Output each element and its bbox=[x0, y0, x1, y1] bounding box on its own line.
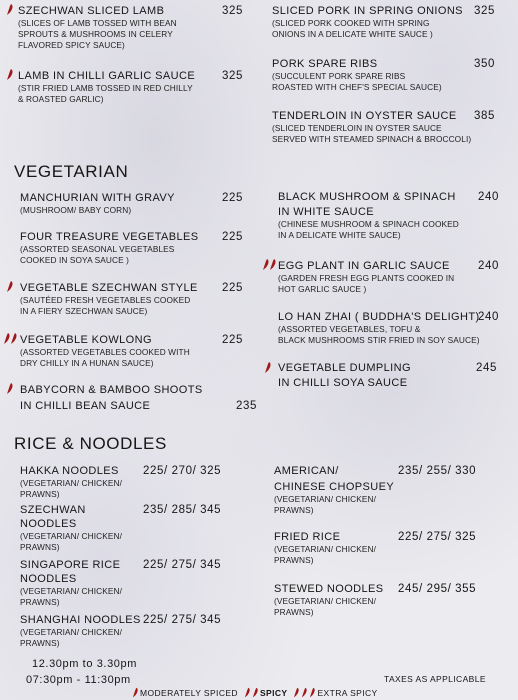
menu-item bbox=[18, 4, 243, 51]
item-desc: (SLICED PORK COOKED WITH SPRING bbox=[272, 18, 430, 28]
item-desc: & ROASTED GARLIC) bbox=[18, 94, 104, 104]
item-price: 225/ 275/ 345 bbox=[143, 559, 222, 571]
menu-item bbox=[278, 361, 478, 390]
item-name: TENDERLOIN IN OYSTER SAUCE bbox=[272, 110, 457, 122]
legend-extra-label: EXTRA SPICY bbox=[317, 687, 378, 698]
menu-item bbox=[20, 503, 150, 553]
item-name: PORK SPARE RIBS bbox=[272, 58, 378, 70]
item-desc: HOT GARLIC SAUCE ) bbox=[278, 284, 367, 294]
item-name: SZECHWAN SLICED LAMB bbox=[18, 5, 165, 17]
item-desc: (VEGETARIAN/ CHICKEN/ PRAWNS) bbox=[20, 586, 122, 607]
menu-item bbox=[278, 259, 478, 295]
item-price: 235/ 255/ 330 bbox=[398, 465, 477, 477]
item-desc: (VEGETARIAN/ CHICKEN/ PRAWNS) bbox=[20, 531, 122, 552]
item-name: SHANGHAI NOODLES bbox=[20, 614, 141, 626]
item-name: SLICED PORK IN SPRING ONIONS bbox=[272, 5, 463, 17]
chili-icon bbox=[6, 383, 14, 394]
item-desc: (VEGETARIAN/ CHICKEN/ PRAWNS) bbox=[20, 627, 122, 648]
legend-moderate-label: MODERATELY SPICED bbox=[140, 687, 238, 698]
chili-icon bbox=[10, 333, 18, 344]
item-price: 245/ 295/ 355 bbox=[398, 583, 477, 595]
item-desc: COOKED IN SOYA SAUCE ) bbox=[20, 255, 130, 265]
taxes-note: TAXES AS APPLICABLE bbox=[384, 674, 486, 684]
item-price: 325 bbox=[222, 5, 243, 17]
item-name: CHINESE CHOPSUEY bbox=[274, 481, 395, 493]
chili-icon bbox=[269, 259, 277, 270]
menu-item bbox=[20, 191, 235, 216]
item-price: 225/ 270/ 325 bbox=[143, 465, 222, 477]
chili-icon bbox=[244, 687, 251, 698]
item-price: 325 bbox=[222, 70, 243, 82]
item-desc: (GARDEN FRESH EGG PLANTS COOKED IN bbox=[278, 273, 455, 283]
chili-icon bbox=[309, 687, 316, 698]
item-name: NOODLES bbox=[20, 518, 77, 530]
section-heading-rice-noodles: RICE & NOODLES bbox=[14, 434, 167, 453]
chili-icon bbox=[6, 4, 14, 15]
item-desc: (SUCCULENT PORK SPARE RIBS bbox=[272, 71, 406, 81]
item-name: FOUR TREASURE VEGETABLES bbox=[20, 231, 199, 243]
item-price: 225/ 275/ 325 bbox=[398, 531, 477, 543]
item-name: VEGETABLE KOWLONG bbox=[20, 334, 152, 346]
chili-icon bbox=[6, 69, 14, 80]
item-price: 225/ 275/ 345 bbox=[143, 614, 222, 626]
item-name: BABYCORN & BAMBOO SHOOTS bbox=[20, 384, 203, 396]
item-desc: PRAWNS) bbox=[274, 505, 314, 515]
item-name: IN WHITE SAUCE bbox=[278, 206, 375, 218]
item-price: 240 bbox=[478, 260, 499, 272]
item-price: 235 bbox=[236, 400, 257, 412]
item-name: SZECHWAN bbox=[20, 504, 86, 516]
chili-icon bbox=[252, 687, 259, 698]
item-desc: IN A DELICATE WHITE SAUCE) bbox=[278, 230, 401, 240]
chili-icon bbox=[132, 687, 139, 698]
menu-item bbox=[20, 613, 160, 649]
item-desc: (SLICED TENDERLOIN IN OYSTER SAUCE bbox=[272, 123, 442, 133]
item-desc: (VEGETARIAN/ CHICKEN/ PRAWNS) bbox=[20, 478, 122, 499]
item-price: 325 bbox=[474, 5, 495, 17]
item-price: 245 bbox=[476, 362, 497, 374]
menu-item bbox=[20, 333, 235, 369]
item-name: STEWED NOODLES bbox=[274, 583, 384, 595]
item-price: 385 bbox=[474, 110, 495, 122]
item-desc: (MUSHROOM/ BABY CORN) bbox=[20, 205, 132, 215]
menu-item bbox=[20, 281, 235, 317]
item-desc: (VEGETARIAN/ CHICKEN/ bbox=[274, 494, 376, 504]
chili-icon bbox=[301, 687, 308, 698]
item-desc: (VEGETARIAN/ CHICKEN/ bbox=[274, 596, 376, 606]
menu-item bbox=[274, 582, 394, 618]
chili-icon bbox=[264, 362, 272, 373]
menu-item bbox=[20, 464, 150, 500]
item-desc: BLACK MUSHROOMS STIR FRIED IN SOY SAUCE) bbox=[278, 335, 480, 345]
item-price: 225 bbox=[222, 231, 243, 243]
item-desc: (SLICES OF LAMB TOSSED WITH BEAN bbox=[18, 18, 177, 28]
item-desc: (ASSORTED VEGETABLES, TOFU & bbox=[278, 324, 421, 334]
opening-hours-dinner: 07:30pm - 11:30pm bbox=[26, 674, 131, 686]
chili-icon bbox=[6, 281, 14, 292]
item-name: NOODLES bbox=[20, 573, 77, 585]
menu-item bbox=[272, 57, 482, 93]
opening-hours-lunch: 12.30pm to 3.30pm bbox=[32, 658, 137, 670]
item-desc: SERVED WITH STEAMED SPINACH & BROCCOLI) bbox=[272, 134, 472, 144]
item-desc: (CHINESE MUSHROOM & SPINACH COOKED bbox=[278, 219, 459, 229]
item-desc: PRAWNS) bbox=[274, 607, 314, 617]
item-price: 235/ 285/ 345 bbox=[143, 504, 222, 516]
item-desc: FLAVORED SPICY SAUCE) bbox=[18, 40, 125, 50]
item-name: VEGETABLE DUMPLING bbox=[278, 362, 411, 374]
menu-item bbox=[20, 230, 235, 266]
legend-spicy-label: SPICY bbox=[259, 687, 288, 698]
menu-item bbox=[18, 69, 243, 105]
item-name: VEGETABLE SZECHWAN STYLE bbox=[20, 282, 198, 294]
menu-item bbox=[20, 383, 245, 413]
menu-item bbox=[274, 464, 404, 516]
section-heading-vegetarian: VEGETARIAN bbox=[14, 162, 129, 181]
item-name: FRIED RICE bbox=[274, 531, 341, 543]
item-name: SINGAPORE RICE bbox=[20, 559, 121, 571]
menu-item bbox=[272, 109, 477, 145]
item-name: LO HAN ZHAI ( BUDDHA'S DELIGHT) bbox=[278, 311, 480, 323]
menu-item bbox=[274, 530, 394, 566]
chili-icon bbox=[293, 687, 300, 698]
item-name: IN CHILLI SOYA SAUCE bbox=[278, 377, 408, 389]
item-price: 350 bbox=[474, 58, 495, 70]
item-price: 240 bbox=[478, 191, 499, 203]
item-desc: (SAUTÉED FRESH VEGETABLES COOKED bbox=[20, 295, 191, 305]
item-desc: SPROUTS & MUSHROOMS IN CELERY bbox=[18, 29, 173, 39]
item-price: 225 bbox=[222, 282, 243, 294]
item-name: HAKKA NOODLES bbox=[20, 465, 119, 477]
item-name: BLACK MUSHROOM & SPINACH bbox=[278, 191, 456, 203]
item-desc: (ASSORTED SEASONAL VEGETABLES bbox=[20, 244, 175, 254]
item-name: EGG PLANT IN GARLIC SAUCE bbox=[278, 260, 450, 272]
item-name: AMERICAN/ bbox=[274, 465, 339, 477]
item-price: 240 bbox=[478, 311, 499, 323]
item-price: 225 bbox=[222, 334, 243, 346]
menu-item bbox=[278, 190, 478, 241]
item-desc: IN A FIERY SZECHWAN SAUCE) bbox=[20, 306, 148, 316]
item-desc: PRAWNS) bbox=[274, 555, 314, 565]
menu-item bbox=[272, 4, 482, 40]
item-desc: (ASSORTED VEGETABLES COOKED WITH bbox=[20, 347, 190, 357]
item-name: IN CHILLI BEAN SAUCE bbox=[20, 400, 151, 412]
item-price: 225 bbox=[222, 192, 243, 204]
menu-item bbox=[20, 558, 150, 608]
item-desc: ROASTED WITH CHEF'S SPECIAL SAUCE) bbox=[272, 82, 442, 92]
item-name: LAMB IN CHILLI GARLIC SAUCE bbox=[18, 70, 196, 82]
menu-item bbox=[278, 310, 483, 346]
spice-legend bbox=[132, 687, 384, 698]
item-desc: (STIR FRIED LAMB TOSSED IN RED CHILLY bbox=[18, 83, 193, 93]
item-name: MANCHURIAN WITH GRAVY bbox=[20, 192, 175, 204]
item-desc: (VEGETARIAN/ CHICKEN/ bbox=[274, 544, 376, 554]
item-desc: DRY CHILLY IN A HUNAN SAUCE) bbox=[20, 358, 154, 368]
item-desc: ONIONS IN A DELICATE WHITE SAUCE ) bbox=[272, 29, 433, 39]
